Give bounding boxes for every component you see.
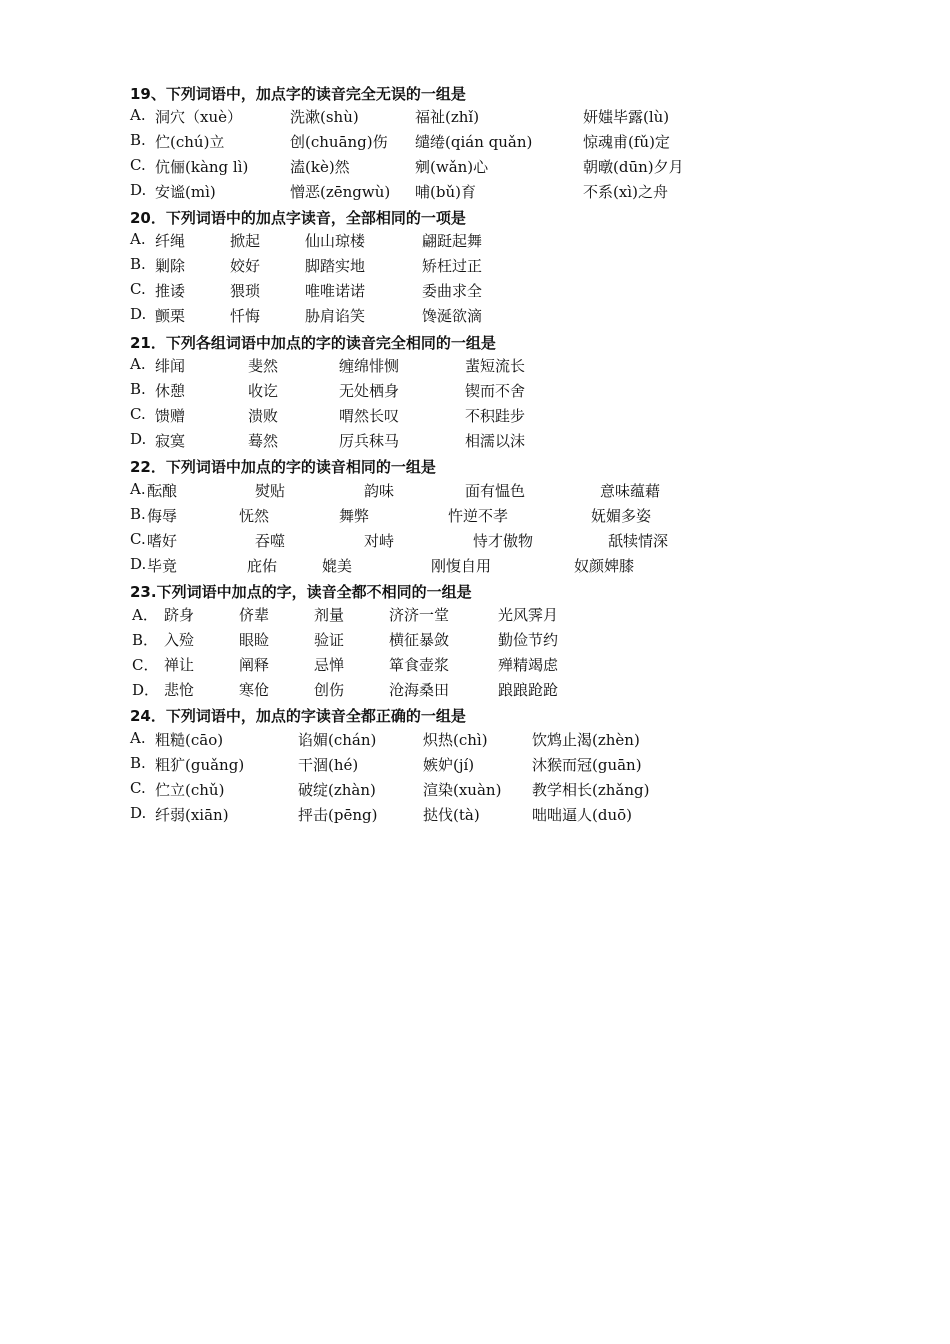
word-item: 伫(chú)立: [155, 133, 225, 151]
word-item: 委曲求全: [422, 282, 483, 300]
option-label: C．: [132, 656, 159, 674]
question-24-option-c: [130, 779, 830, 801]
option-label: A.: [130, 106, 146, 124]
word-item: 胁肩谄笑: [305, 307, 366, 325]
word-item: 媲美: [322, 557, 353, 575]
word-item: 横征暴敛: [389, 631, 450, 649]
word-item: 干涸(hé): [298, 756, 359, 774]
word-item: 唯唯诺诺: [305, 282, 366, 300]
word-item: 恃才傲物: [473, 532, 534, 550]
question-23-option-c: [130, 654, 830, 676]
word-item: 哺(bǔ)育: [415, 183, 476, 201]
word-item: 仙山琼楼: [305, 232, 366, 250]
word-item: 缱绻(qián quǎn): [415, 133, 533, 151]
word-item: 斐然: [248, 357, 279, 375]
question-24-title: 24．下列词语中，加点的字读音全都正确的一组是: [130, 707, 466, 725]
word-item: 嗜好: [147, 532, 178, 550]
word-item: 朝暾(dūn)夕月: [583, 158, 684, 176]
question-22-option-c: [130, 530, 830, 552]
option-label: D．: [132, 681, 160, 699]
question-19-option-d: [130, 181, 830, 203]
question-19-option-c: [130, 156, 830, 178]
question-20-title: 20．下列词语中的加点字读音，全部相同的一项是: [130, 209, 466, 227]
word-item: 侪辈: [239, 606, 270, 624]
question-21-option-a: [130, 355, 830, 377]
word-item: 溘(kè)然: [290, 158, 350, 176]
word-item: 洗漱(shù): [290, 108, 359, 126]
question-19-option-a: [130, 106, 830, 128]
word-item: 锲而不舍: [465, 382, 526, 400]
word-item: 伉俪(kàng lì): [155, 158, 249, 176]
question-21-option-b: [130, 380, 830, 402]
word-item: 庇佑: [247, 557, 278, 575]
question-21-option-d: [130, 430, 830, 452]
option-label: C.: [130, 156, 146, 174]
option-label: B.: [130, 255, 146, 273]
question-19-title: 19、下列词语中，加点字的读音完全无误的一组是: [130, 85, 466, 103]
word-item: 脚踏实地: [305, 257, 366, 275]
question-24-option-a: [130, 729, 830, 751]
question-22-title: 22．下列词语中加点的字的读音相同的一组是: [130, 458, 436, 476]
word-item: 休憩: [155, 382, 186, 400]
word-item: 蓦然: [248, 432, 279, 450]
question-20-option-c: [130, 280, 830, 302]
option-label: A.: [130, 230, 146, 248]
word-item: 破绽(zhàn): [298, 781, 376, 799]
word-item: 粗犷(guǎng): [155, 756, 245, 774]
question-24-option-b: [130, 754, 830, 776]
word-item: 阐释: [239, 656, 270, 674]
word-item: 憎恶(zēngwù): [290, 183, 391, 201]
option-label: C.: [130, 779, 146, 797]
word-item: 熨贴: [255, 482, 286, 500]
word-item: 厉兵秣马: [339, 432, 400, 450]
word-item: 推诿: [155, 282, 186, 300]
question-20-option-a: [130, 230, 830, 252]
word-item: 意味蕴藉: [600, 482, 661, 500]
word-item: 饮鸩止渴(zhèn): [532, 731, 640, 749]
option-label: C.: [130, 530, 146, 548]
option-label: D.: [130, 804, 147, 822]
word-item: 粗糙(cāo): [155, 731, 224, 749]
word-item: 创(chuāng)伤: [290, 133, 388, 151]
word-item: 殚精竭虑: [498, 656, 559, 674]
word-item: 济济一堂: [389, 606, 450, 624]
word-item: 禅让: [164, 656, 195, 674]
word-item: 福祉(zhǐ): [415, 108, 480, 126]
word-item: 吞噬: [255, 532, 286, 550]
word-item: 嫉妒(jí): [423, 756, 475, 774]
option-label: A.: [130, 355, 146, 373]
option-label: C.: [130, 405, 146, 423]
word-item: 剜(wǎn)心: [415, 158, 489, 176]
word-item: 无处栖身: [339, 382, 400, 400]
word-item: 猥琐: [230, 282, 261, 300]
word-item: 沐猴而冠(guān): [532, 756, 642, 774]
word-item: 剿除: [155, 257, 186, 275]
word-item: 验证: [314, 631, 345, 649]
question-23-option-b: [130, 629, 830, 651]
word-item: 咄咄逼人(duō): [532, 806, 632, 824]
option-label: D.: [130, 305, 147, 323]
question-20-option-b: [130, 255, 830, 277]
question-21-title: 21．下列各组词语中加点的字的读音完全相同的一组是: [130, 334, 496, 352]
option-label: B.: [130, 380, 146, 398]
word-item: 渲染(xuàn): [423, 781, 502, 799]
word-item: 纤绳: [155, 232, 186, 250]
option-label: C.: [130, 280, 146, 298]
word-item: 喟然长叹: [339, 407, 400, 425]
word-item: 悲怆: [164, 681, 195, 699]
word-item: 跻身: [164, 606, 195, 624]
word-item: 馈赠: [155, 407, 186, 425]
question-21-option-c: [130, 405, 830, 427]
question-23-option-d: [130, 679, 830, 701]
word-item: 忌惮: [314, 656, 345, 674]
word-item: 箪食壶浆: [389, 656, 450, 674]
word-item: 忤逆不孝: [448, 507, 509, 525]
word-item: 绯闻: [155, 357, 186, 375]
word-item: 馋涎欲滴: [422, 307, 483, 325]
word-item: 踉踉跄跄: [498, 681, 559, 699]
word-item: 溃败: [248, 407, 279, 425]
word-item: 舞弊: [339, 507, 370, 525]
word-item: 纤弱(xiān): [155, 806, 229, 824]
word-item: 舐犊情深: [608, 532, 669, 550]
word-item: 伫立(chǔ): [155, 781, 225, 799]
word-item: 勤俭节约: [498, 631, 559, 649]
word-item: 蜚短流长: [465, 357, 526, 375]
word-item: 妍媸毕露(lù): [583, 108, 670, 126]
word-item: 怃然: [239, 507, 270, 525]
word-item: 剂量: [314, 606, 345, 624]
word-item: 收讫: [248, 382, 279, 400]
word-item: 韵味: [364, 482, 395, 500]
word-item: 不积跬步: [465, 407, 526, 425]
word-item: 妩媚多姿: [591, 507, 652, 525]
word-item: 洞穴（xuè）: [155, 108, 242, 126]
question-23-title: 23.下列词语中加点的字，读音全都不相同的一组是: [130, 583, 472, 601]
word-item: 掀起: [230, 232, 261, 250]
option-label: B．: [132, 631, 159, 649]
option-label: B.: [130, 131, 146, 149]
question-24-option-d: [130, 804, 830, 826]
word-item: 姣好: [230, 257, 261, 275]
word-item: 沧海桑田: [389, 681, 450, 699]
word-item: 奴颜婢膝: [574, 557, 635, 575]
word-item: 毕竟: [147, 557, 178, 575]
word-item: 眼睑: [239, 631, 270, 649]
option-label: B.: [130, 505, 146, 523]
option-label: A．: [132, 606, 158, 624]
word-item: 入殓: [164, 631, 195, 649]
word-item: 翩跹起舞: [422, 232, 483, 250]
question-23-option-a: [130, 604, 830, 626]
option-label: D.: [130, 555, 147, 573]
word-item: 相濡以沫: [465, 432, 526, 450]
option-label: A.: [130, 729, 146, 747]
option-label: D.: [130, 181, 147, 199]
word-item: 颤栗: [155, 307, 186, 325]
word-item: 光风霁月: [498, 606, 559, 624]
word-item: 面有愠色: [465, 482, 526, 500]
word-item: 创伤: [314, 681, 345, 699]
word-item: 炽热(chì): [423, 731, 488, 749]
question-22-option-b: [130, 505, 830, 527]
word-item: 缠绵悱恻: [339, 357, 400, 375]
word-item: 酝酿: [147, 482, 178, 500]
word-item: 挞伐(tà): [423, 806, 480, 824]
option-label: D.: [130, 430, 147, 448]
word-item: 对峙: [364, 532, 395, 550]
word-item: 教学相长(zhǎng): [532, 781, 650, 799]
word-item: 侮辱: [147, 507, 178, 525]
option-label: B.: [130, 754, 146, 772]
question-22-option-a: [130, 480, 830, 502]
word-item: 刚愎自用: [431, 557, 492, 575]
question-19-option-b: [130, 131, 830, 153]
word-item: 矫枉过正: [422, 257, 483, 275]
word-item: 安谧(mì): [155, 183, 216, 201]
word-item: 谄媚(chán): [298, 731, 377, 749]
word-item: 忏悔: [230, 307, 261, 325]
option-label: A.: [130, 480, 146, 498]
word-item: 寒伧: [239, 681, 270, 699]
word-item: 寂寞: [155, 432, 186, 450]
question-20-option-d: [130, 305, 830, 327]
question-22-option-d: [130, 555, 830, 577]
word-item: 惊魂甫(fǔ)定: [583, 133, 670, 151]
word-item: 抨击(pēng): [298, 806, 378, 824]
word-item: 不系(xì)之舟: [583, 183, 668, 201]
